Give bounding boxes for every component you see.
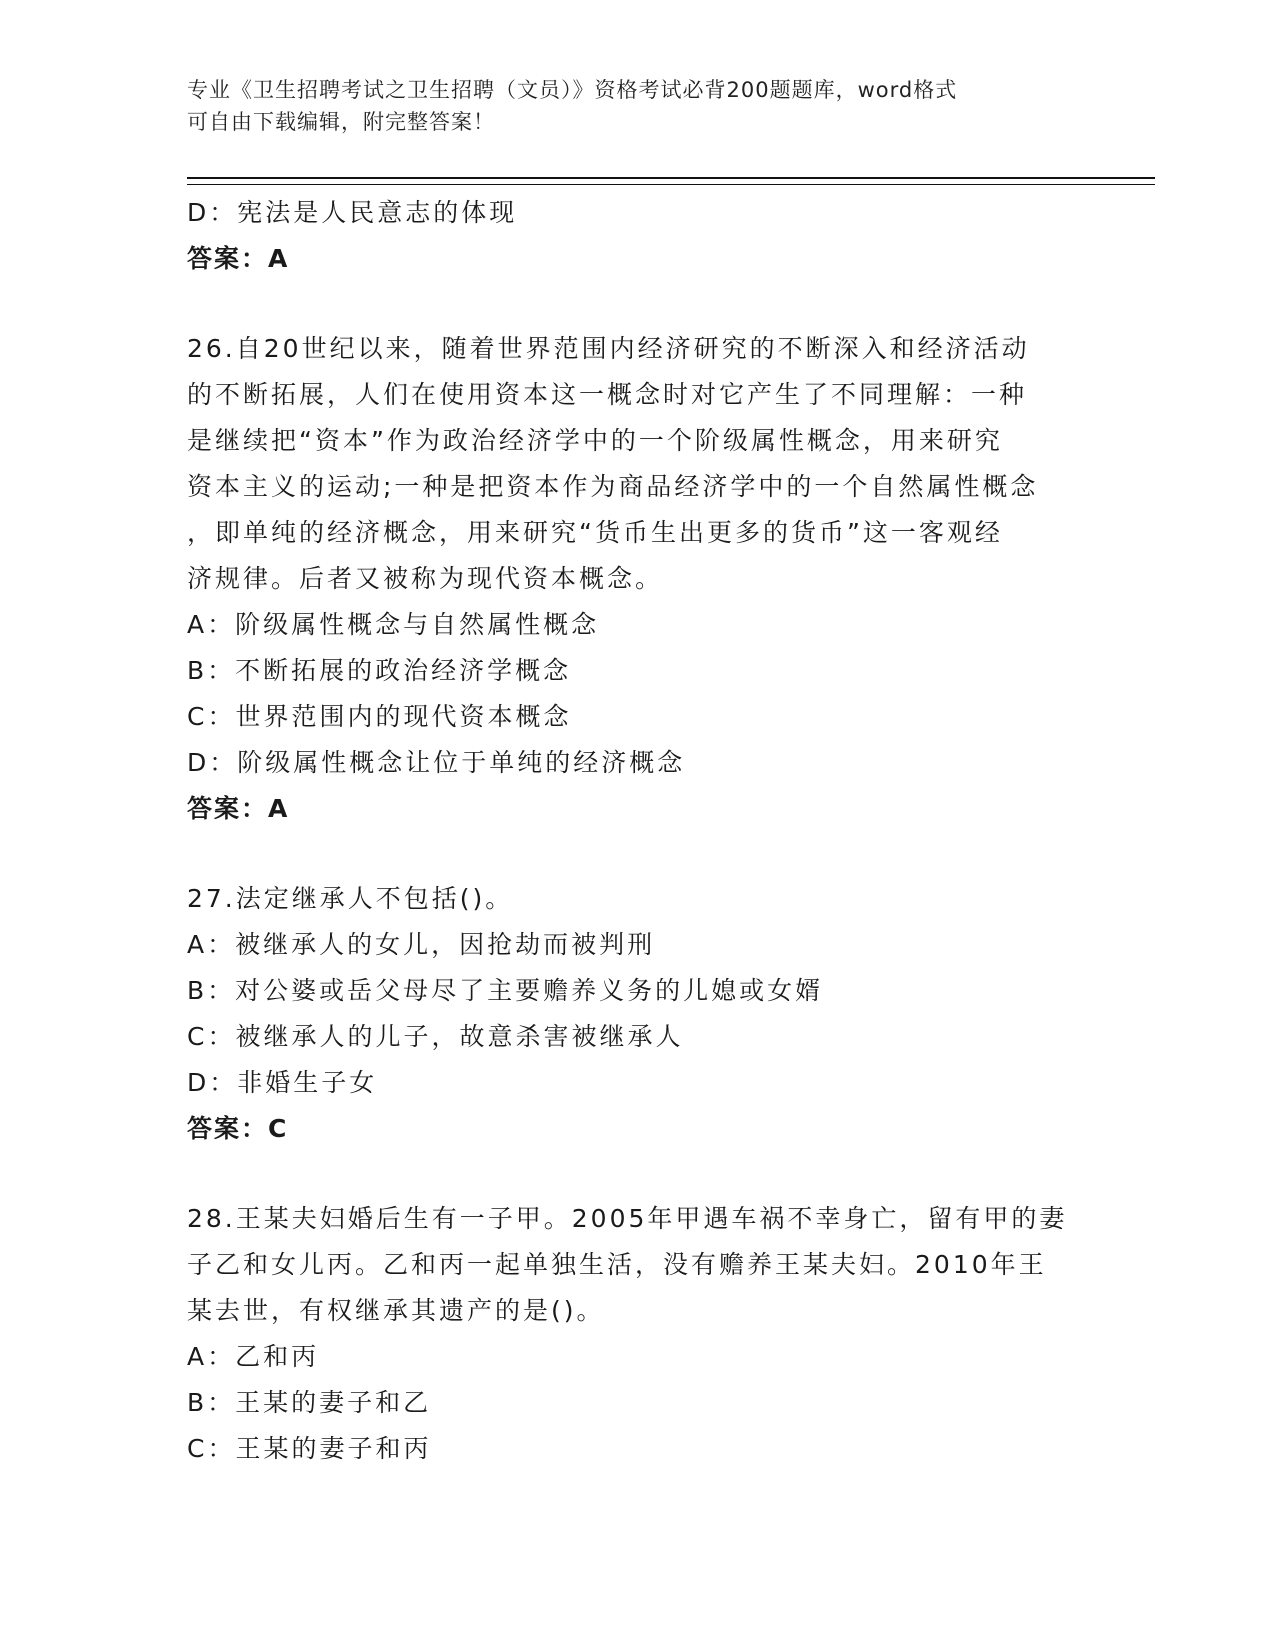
question-text-line: 28.王某夫妇婚后生有一子甲。2005年甲遇车祸不幸身亡，留有甲的妻	[187, 1204, 1068, 1233]
option-c: C：王某的妻子和丙	[187, 1434, 432, 1463]
option-a: A：乙和丙	[187, 1342, 320, 1371]
answer: 答案：A	[187, 244, 290, 273]
question-text-line: ，即单纯的经济概念，用来研究“货币生出更多的货币”这一客观经	[187, 518, 1003, 547]
question-28	[187, 1196, 1087, 1472]
spacer	[187, 832, 1087, 876]
spacer	[187, 282, 1087, 326]
answer: 答案：A	[187, 794, 290, 823]
option-b: B：王某的妻子和乙	[187, 1388, 432, 1417]
question-text-line: 的不断拓展，人们在使用资本这一概念时对它产生了不同理解：一种	[187, 380, 1028, 409]
question-text-line: 济规律。后者又被称为现代资本概念。	[187, 564, 664, 593]
question-text-line: 是继续把“资本”作为政治经济学中的一个阶级属性概念，用来研究	[187, 426, 1003, 455]
option-a: A：阶级属性概念与自然属性概念	[187, 610, 600, 639]
question-25-tail	[187, 190, 1087, 282]
option-d: D：阶级属性概念让位于单纯的经济概念	[187, 748, 686, 777]
question-text-line: 27.法定继承人不包括()。	[187, 884, 514, 913]
document-body	[187, 190, 1087, 1472]
question-26	[187, 326, 1087, 832]
spacer	[187, 1152, 1087, 1196]
document-header	[187, 74, 1087, 138]
option-c: C：世界范围内的现代资本概念	[187, 702, 572, 731]
option-b: B：对公婆或岳父母尽了主要赡养义务的儿媳或女婿	[187, 976, 824, 1005]
question-text-line: 子乙和女儿丙。乙和丙一起单独生活，没有赡养王某夫妇。2010年王	[187, 1250, 1047, 1279]
option-c: C：被继承人的儿子，故意杀害被继承人	[187, 1022, 684, 1051]
option-d: D：宪法是人民意志的体现	[187, 198, 518, 227]
header-line-1: 专业《卫生招聘考试之卫生招聘（文员）》资格考试必背200题题库，word格式	[187, 78, 958, 102]
question-text-line: 某去世，有权继承其遗产的是()。	[187, 1296, 605, 1325]
header-line-2: 可自由下载编辑，附完整答案！	[187, 110, 495, 134]
option-d: D：非婚生子女	[187, 1068, 378, 1097]
answer: 答案：C	[187, 1114, 289, 1143]
option-a: A：被继承人的女儿，因抢劫而被判刑	[187, 930, 656, 959]
question-27	[187, 876, 1087, 1152]
question-text-line: 资本主义的运动;一种是把资本作为商品经济学中的一个自然属性概念	[187, 472, 1039, 501]
header-rule-bottom	[187, 184, 1155, 185]
header-rule-top	[187, 177, 1155, 179]
question-text-line: 26.自20世纪以来，随着世界范围内经济研究的不断深入和经济活动	[187, 334, 1030, 363]
option-b: B：不断拓展的政治经济学概念	[187, 656, 572, 685]
